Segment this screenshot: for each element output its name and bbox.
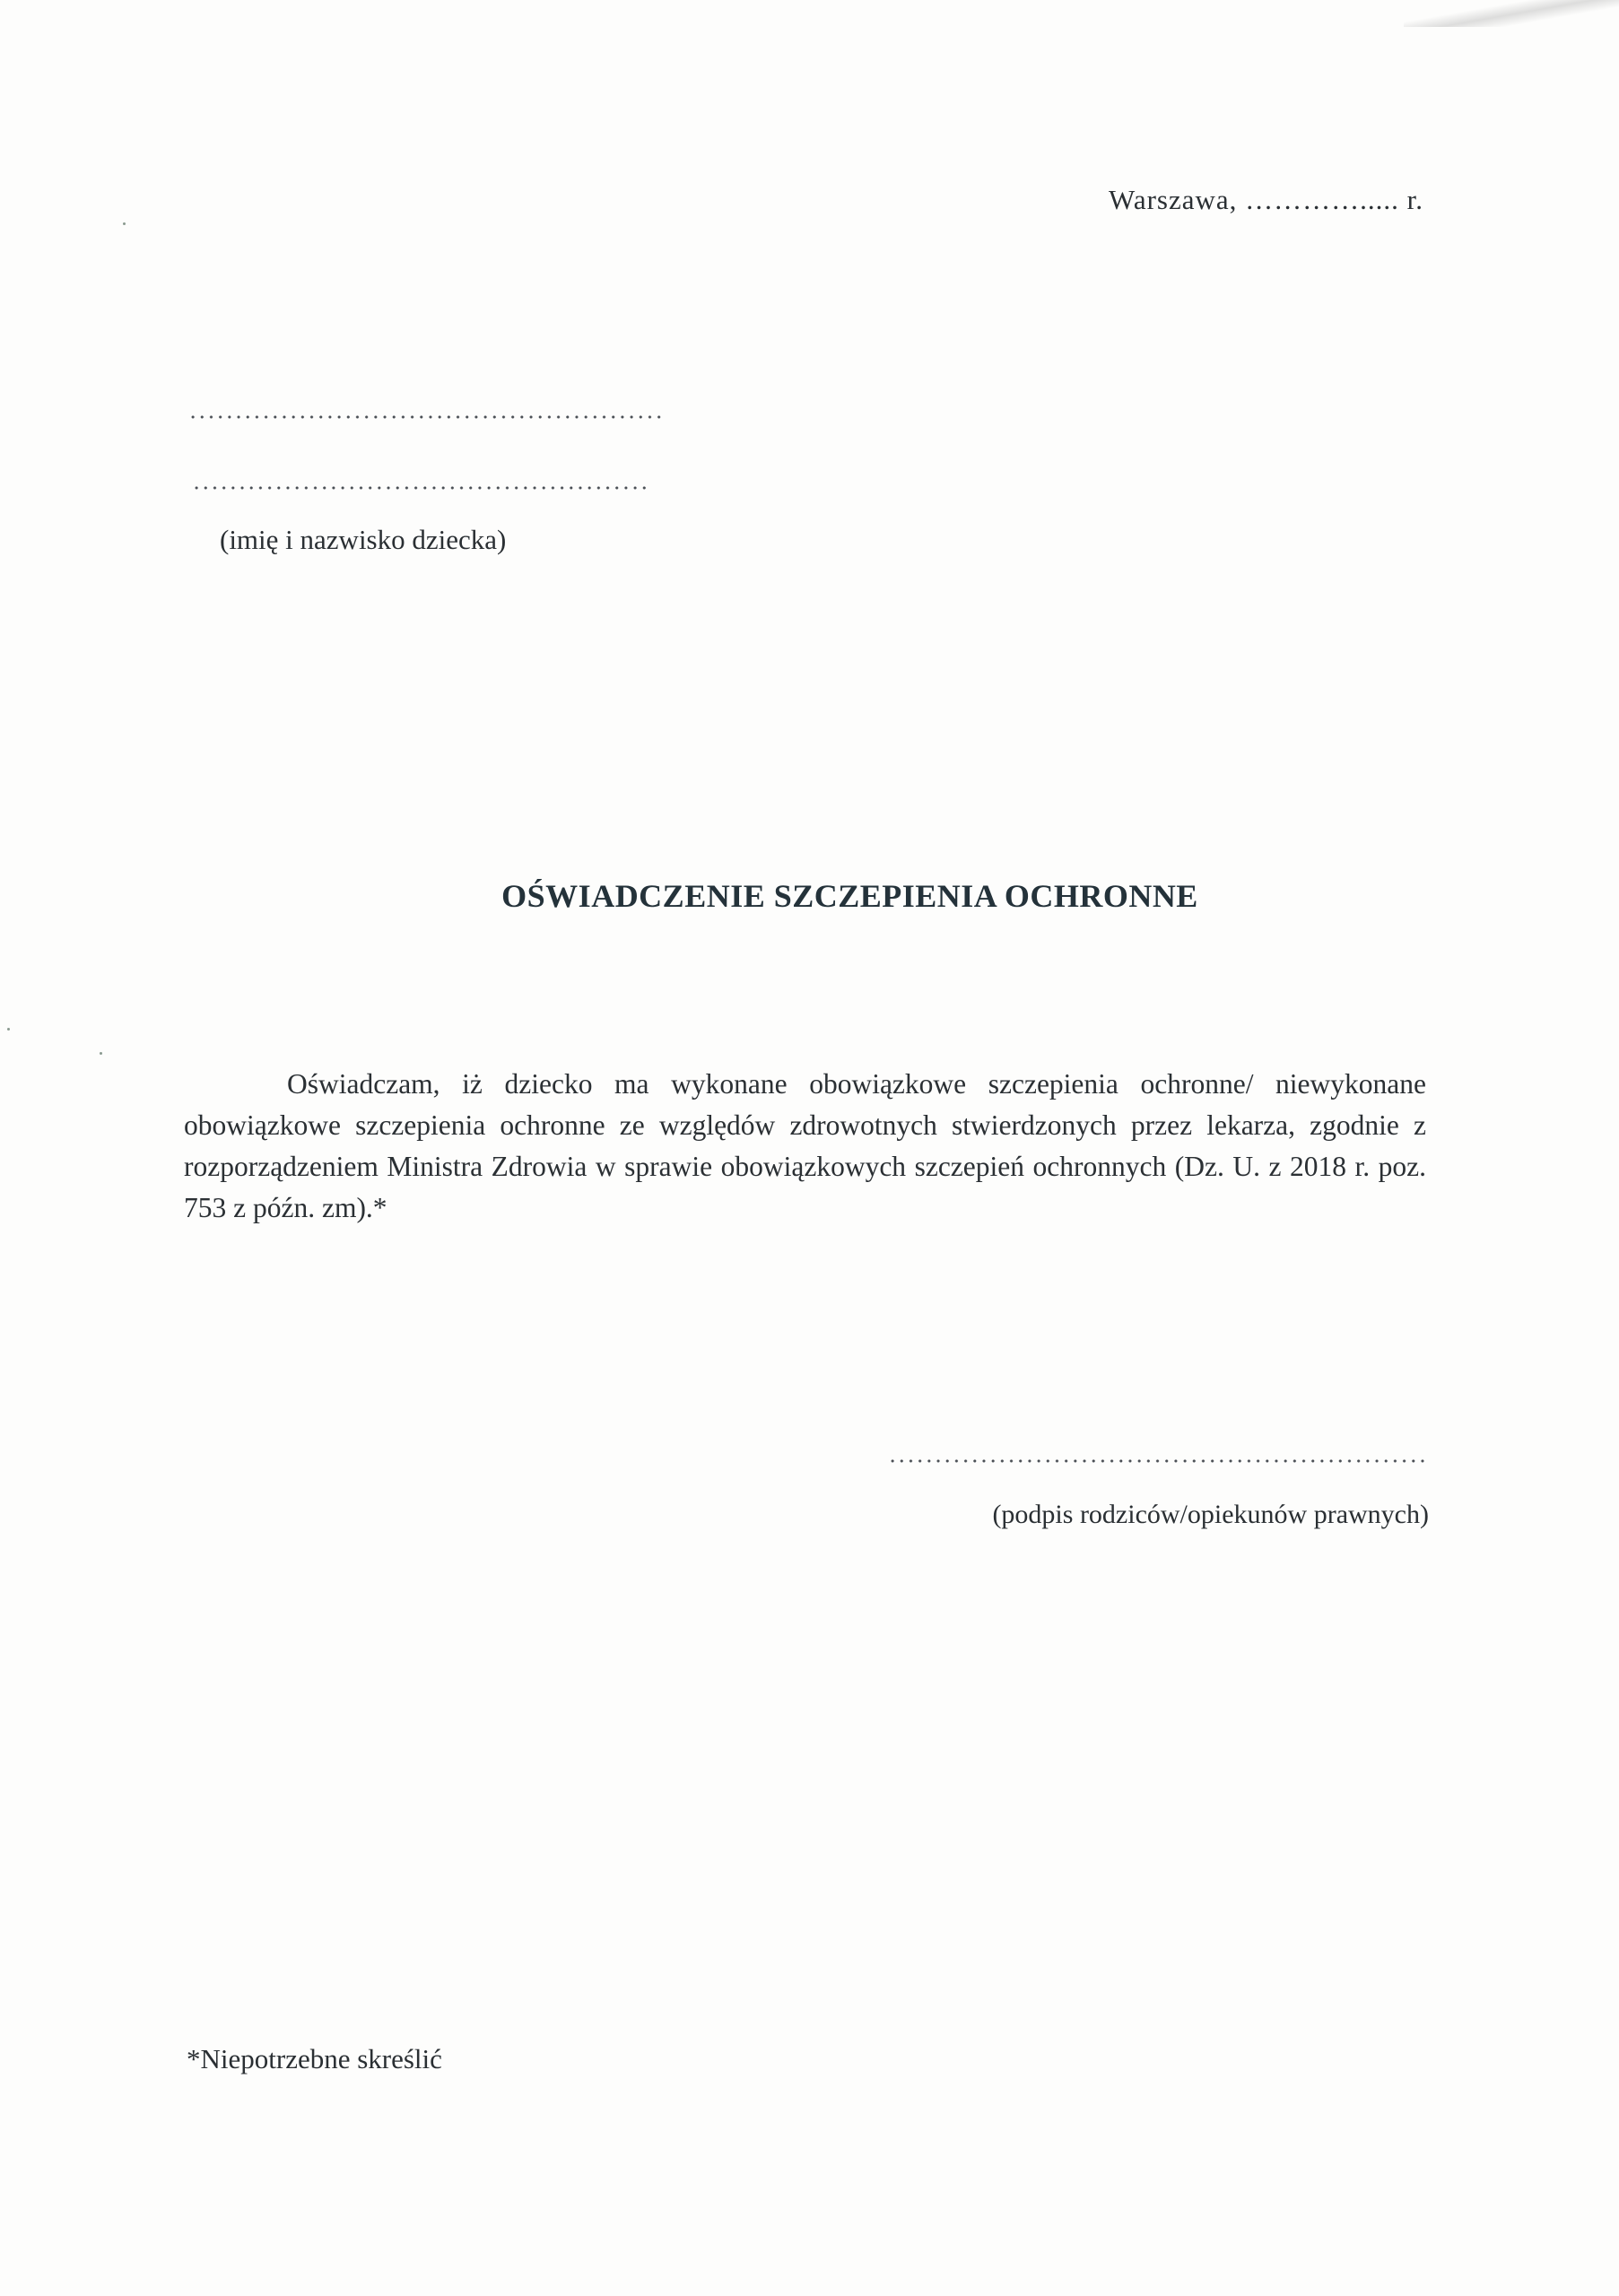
signature-caption: (podpis rodziców/opiekunów prawnych) [992, 1500, 1429, 1529]
declaration-paragraph: Oświadczam, iż dziecko ma wykonane obowiązkowe szczepienia ochronne/ niewykonane obowiązkowe szczepienia ochronne ze względów zdrowotnych stwierdzonych przez lekarza, zgodnie z rozporządzeniem Ministra Zdrowia w sprawie obowiązkowych szczepień ochronnych (Dz. U. z 2018 r. poz. 753 z późn. zm).* [184, 1068, 1426, 1223]
child-name-dotted-line-1 [188, 414, 664, 420]
scan-shadow [1404, 0, 1619, 27]
scan-speck [123, 222, 126, 225]
child-name-caption: (imię i nazwisko dziecka) [220, 524, 507, 555]
document-title: OŚWIADCZENIE SZCZEPIENIA OCHRONNE [501, 878, 1198, 914]
child-name-dotted-line-2 [192, 485, 651, 491]
place-date-line: Warszawa, …………..... r. [1109, 184, 1423, 215]
scan-speck [100, 1052, 102, 1055]
signature-dotted-line [888, 1458, 1426, 1464]
footnote: *Niepotrzebne skreślić [187, 2043, 442, 2074]
scan-speck [7, 1028, 10, 1031]
